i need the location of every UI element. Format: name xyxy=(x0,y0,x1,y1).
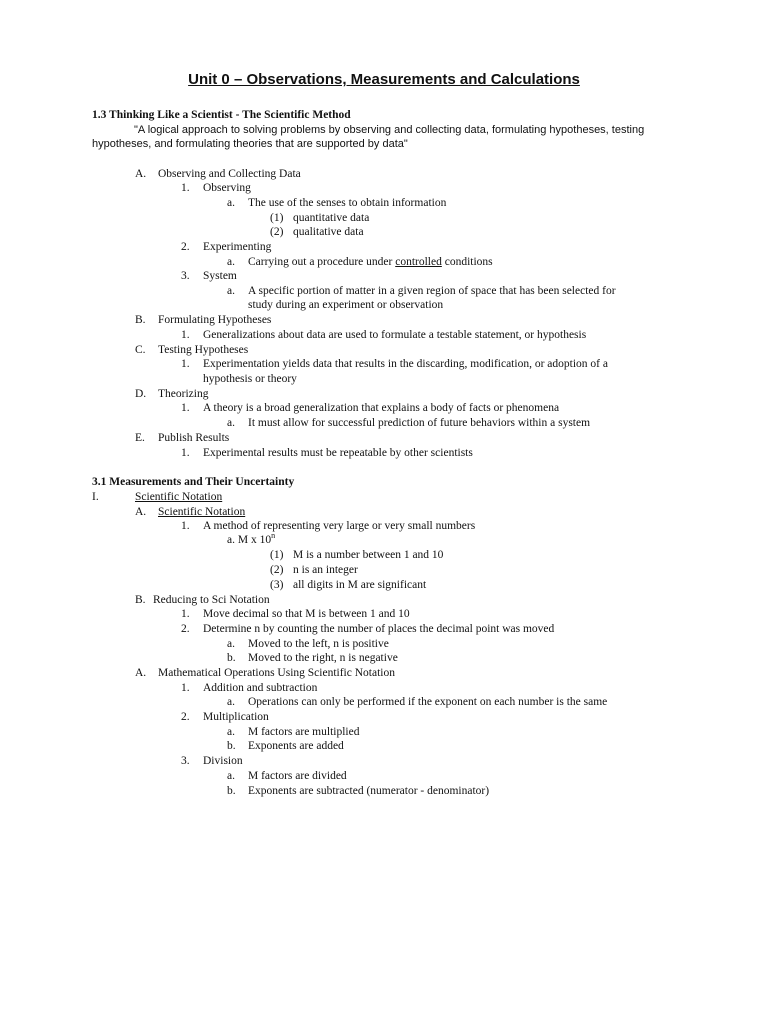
item-determine-n: Determine n by counting the number of places the decimal point was moved xyxy=(203,623,555,635)
item-qualitative: qualitative data xyxy=(293,226,364,238)
item-multiplication: Multiplication xyxy=(203,711,269,723)
marker-a: a. xyxy=(227,285,235,297)
item-theorizing: Theorizing xyxy=(158,388,209,400)
marker-a: a. xyxy=(227,638,235,650)
item-math-operations: Mathematical Operations Using Scientific Notation xyxy=(158,667,395,679)
marker-b: b. xyxy=(227,785,236,797)
section-heading-scientific-method: 1.3 Thinking Like a Scientist - The Scientific Method xyxy=(92,109,351,121)
item-move-decimal: Move decimal so that M is between 1 and 10 xyxy=(203,608,410,620)
item-quantitative: quantitative data xyxy=(293,212,370,224)
item-testing-hypotheses: Testing Hypotheses xyxy=(158,344,249,356)
formula-exponent: n xyxy=(271,531,276,541)
marker-A: A. xyxy=(135,168,147,180)
marker-1: 1. xyxy=(181,608,190,620)
item-observing-collecting: Observing and Collecting Data xyxy=(158,168,301,180)
marker-p2: (2) xyxy=(270,226,284,238)
marker-a: a. xyxy=(227,417,235,429)
item-reducing: Reducing to Sci Notation xyxy=(153,594,270,606)
item-senses: The use of the senses to obtain information xyxy=(248,197,447,209)
marker-2: 2. xyxy=(181,241,190,253)
item-m-between: M is a number between 1 and 10 xyxy=(293,549,444,561)
marker-C: C. xyxy=(135,344,146,356)
marker-1: 1. xyxy=(181,682,190,694)
item-scientific-notation-roman: Scientific Notation xyxy=(135,491,223,503)
item-observing: Observing xyxy=(203,182,251,194)
item-exponent-same: Operations can only be performed if the exponent on each number is the same xyxy=(248,696,608,708)
item-repeatable: Experimental results must be repeatable by other scientists xyxy=(203,447,473,459)
definition-quote-line-1: "A logical approach to solving problems by observing and collecting data, formulating hypotheses, testing xyxy=(134,124,645,136)
item-m-multiplied: M factors are multiplied xyxy=(248,726,360,738)
item-prediction: It must allow for successful prediction of future behaviors within a system xyxy=(248,417,591,429)
item-exponents-subtracted: Exponents are subtracted (numerator - denominator) xyxy=(248,785,490,797)
page-title: Unit 0 – Observations, Measurements and Calculations xyxy=(188,71,580,88)
marker-A: A. xyxy=(135,667,147,679)
marker-a: a. xyxy=(227,197,235,209)
marker-2: 2. xyxy=(181,623,190,635)
marker-a: a. xyxy=(227,696,235,708)
item-generalizations: Generalizations about data are used to formulate a testable statement, or hypothesis xyxy=(203,329,587,341)
marker-p1: (1) xyxy=(270,549,284,561)
marker-I: I. xyxy=(92,491,99,503)
marker-3: 3. xyxy=(181,270,190,282)
marker-p1: (1) xyxy=(270,212,284,224)
item-division: Division xyxy=(203,755,243,767)
procedure-text-post: conditions xyxy=(441,256,493,268)
definition-quote-line-2: hypotheses, and formulating theories that are supported by data" xyxy=(92,138,408,150)
formula-base: M x 10 xyxy=(237,534,272,546)
marker-2: 2. xyxy=(181,711,190,723)
marker-A: A. xyxy=(135,506,147,518)
marker-b: b. xyxy=(227,652,236,664)
item-formulating-hypotheses: Formulating Hypotheses xyxy=(158,314,272,326)
item-system: System xyxy=(203,270,237,282)
item-system-def-line-1: A specific portion of matter in a given region of space that has been selected for xyxy=(248,285,616,297)
item-moved-right: Moved to the right, n is negative xyxy=(248,652,398,664)
item-exponents-added: Exponents are added xyxy=(248,740,344,752)
marker-1: 1. xyxy=(181,402,190,414)
marker-a: a. xyxy=(227,256,235,268)
marker-B: B. xyxy=(135,594,146,606)
item-addition-subtraction: Addition and subtraction xyxy=(203,682,318,694)
marker-a: a. xyxy=(227,726,235,738)
item-m-divided: M factors are divided xyxy=(248,770,347,782)
item-experimenting: Experimenting xyxy=(203,241,272,253)
item-experimentation-line-1: Experimentation yields data that results in the discarding, modification, or adoption of a xyxy=(203,358,608,370)
item-procedure xyxy=(248,255,493,269)
marker-1: 1. xyxy=(181,520,190,532)
marker-a: a. xyxy=(227,534,235,546)
marker-b: b. xyxy=(227,740,236,752)
item-experimentation-line-2: hypothesis or theory xyxy=(203,373,297,385)
procedure-text-underlined: controlled xyxy=(395,256,442,268)
marker-p3: (3) xyxy=(270,579,284,591)
marker-E: E. xyxy=(135,432,145,444)
item-digits-significant: all digits in M are significant xyxy=(293,579,427,591)
section-heading-measurements: 3.1 Measurements and Their Uncertainty xyxy=(92,476,295,488)
marker-D: D. xyxy=(135,388,147,400)
marker-B: B. xyxy=(135,314,146,326)
marker-1: 1. xyxy=(181,447,190,459)
marker-1: 1. xyxy=(181,358,190,370)
item-n-integer: n is an integer xyxy=(293,564,358,576)
item-m-x-10-n xyxy=(227,533,275,547)
marker-p2: (2) xyxy=(270,564,284,576)
procedure-text-pre: Carrying out a procedure under xyxy=(248,256,396,268)
item-system-def-line-2: study during an experiment or observation xyxy=(248,299,444,311)
item-scientific-notation: Scientific Notation xyxy=(158,506,246,518)
item-publish-results: Publish Results xyxy=(158,432,230,444)
item-moved-left: Moved to the left, n is positive xyxy=(248,638,389,650)
item-theory-def: A theory is a broad generalization that explains a body of facts or phenomena xyxy=(203,402,560,414)
marker-a: a. xyxy=(227,770,235,782)
marker-1: 1. xyxy=(181,182,190,194)
marker-3: 3. xyxy=(181,755,190,767)
marker-1: 1. xyxy=(181,329,190,341)
item-method-representing: A method of representing very large or very small numbers xyxy=(203,520,476,532)
